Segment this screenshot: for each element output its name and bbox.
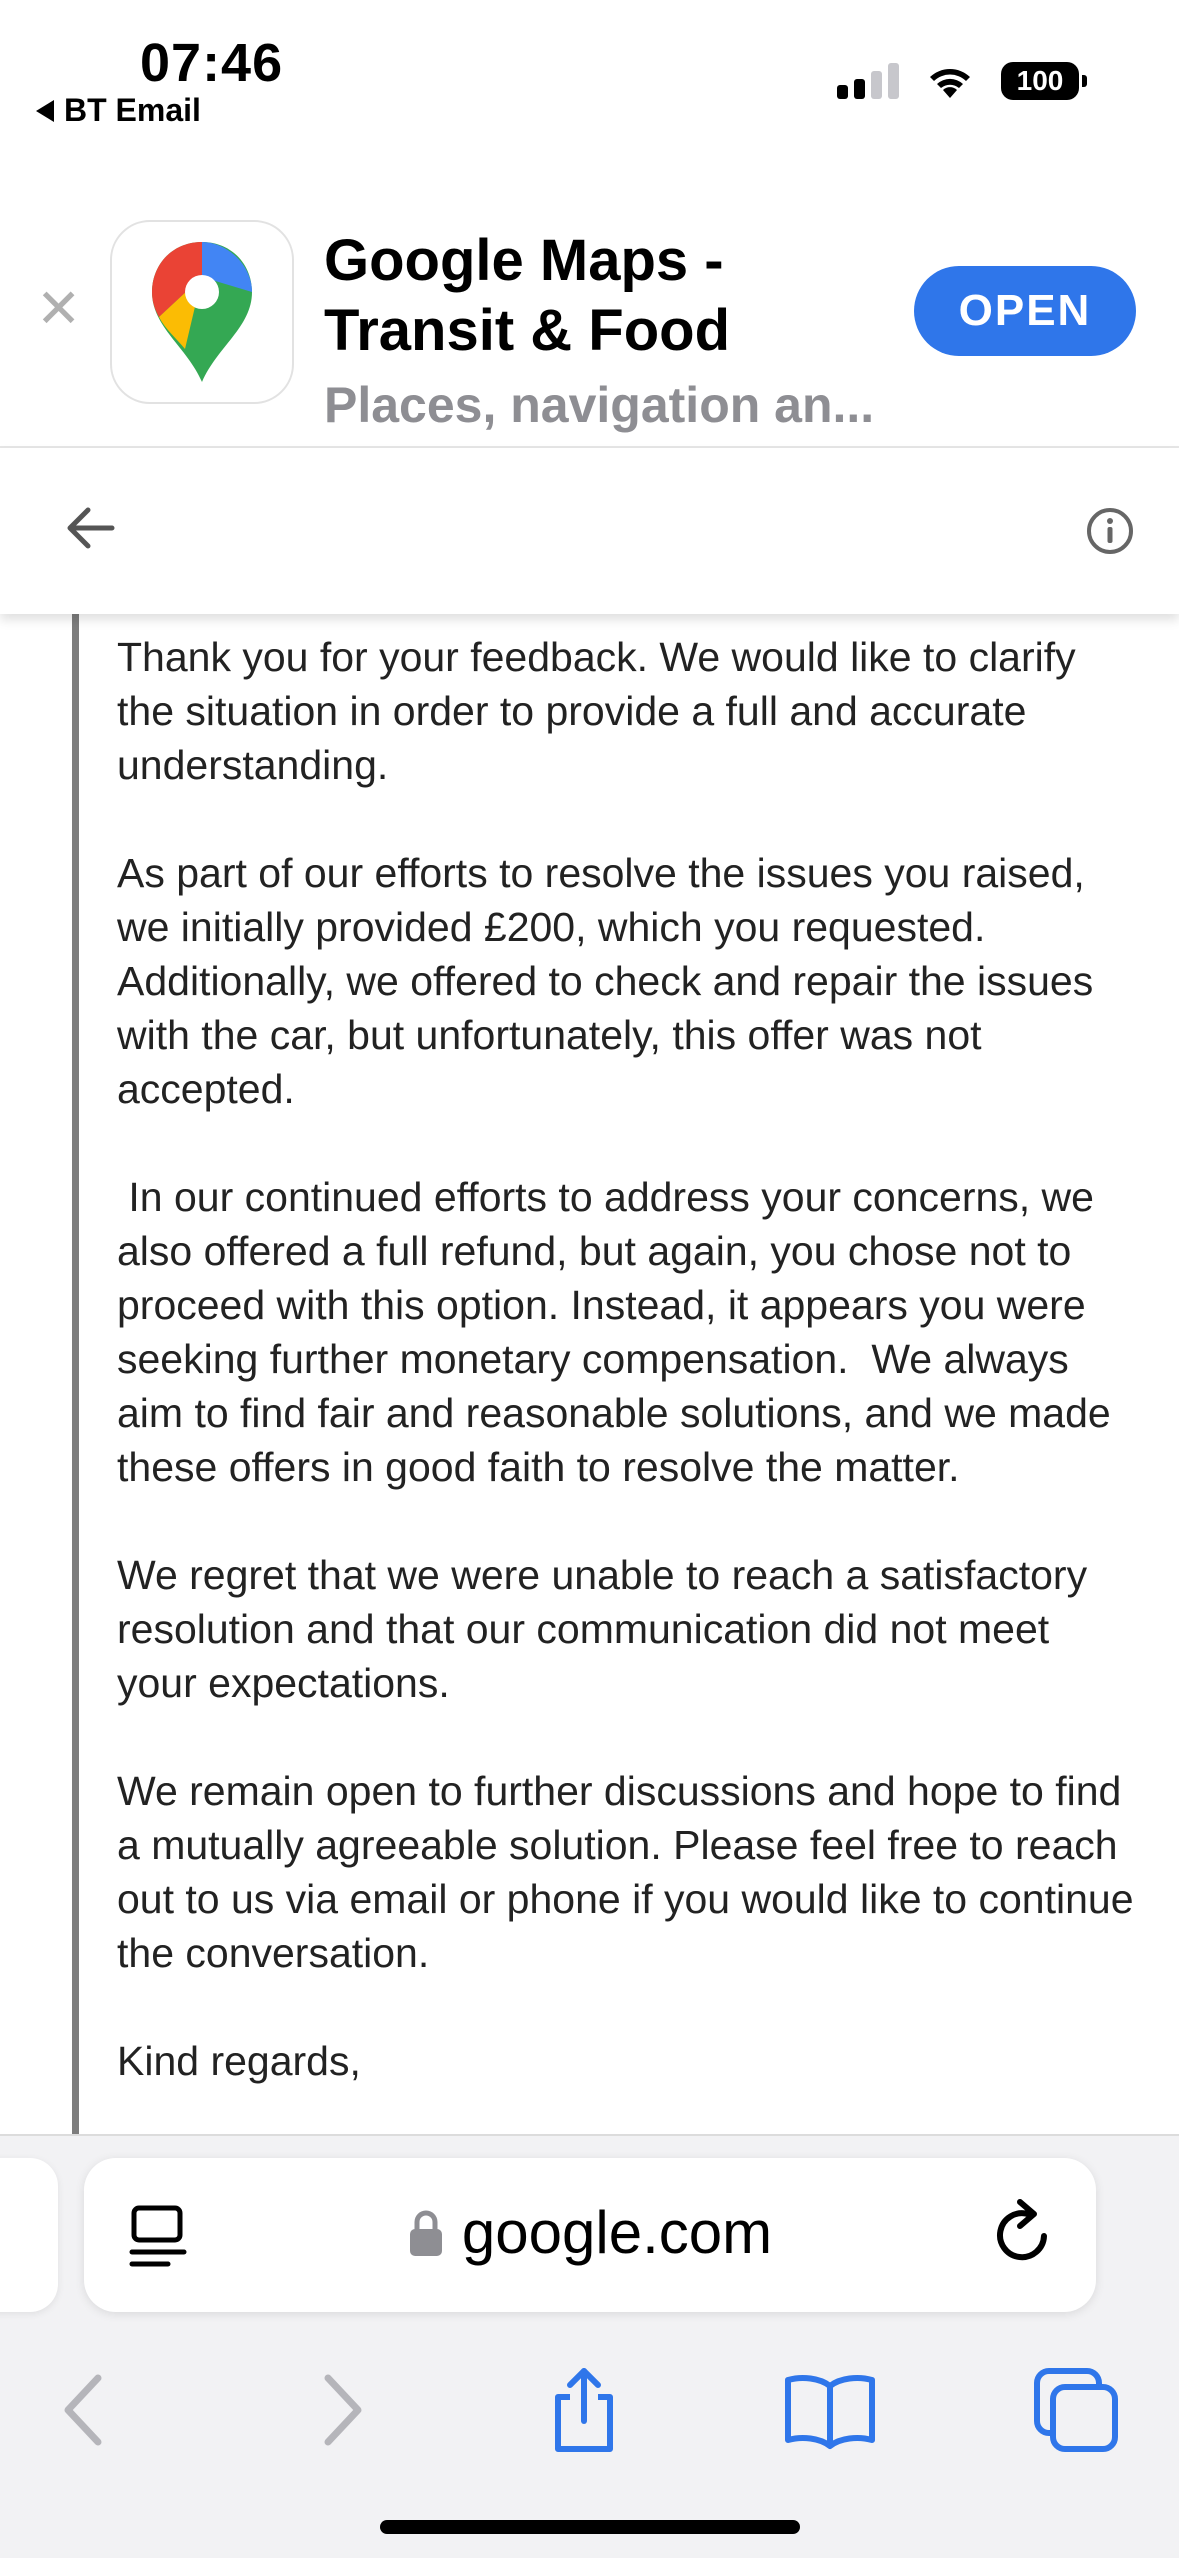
book-icon[interactable] [780, 2360, 880, 2460]
banner-close-icon[interactable]: ✕ [36, 279, 82, 339]
status-indicators [837, 62, 1079, 100]
quote-bar [72, 614, 79, 2134]
info-circle-icon[interactable] [1085, 506, 1135, 561]
back-to-app-link[interactable] [36, 92, 201, 129]
browser-toolbar [0, 2336, 1179, 2476]
email-paragraph: As part of our efforts to resolve the issues you raised, we initially provided £200, which you requested. Additionally, we offered to check and repair the issues with the car, but unfortunately, this offer was not accepted. [117, 850, 1105, 1112]
status-time: 07:46 [140, 33, 284, 93]
browser-bottom-bar [0, 2134, 1179, 2558]
lock-icon [408, 2208, 444, 2258]
email-paragraph: Thank you for your feedback. We would like to clarify the situation in order to provide a full and accurate understanding. [117, 634, 1088, 788]
chevron-right-icon[interactable] [290, 2360, 390, 2460]
email-signoff: Kind regards, [117, 2038, 361, 2084]
battery-level: 100 [1016, 65, 1064, 96]
url-text: google.com [461, 2199, 773, 2266]
status-bar [0, 0, 1179, 150]
open-app-button[interactable]: OPEN [914, 266, 1136, 356]
battery-icon [1001, 62, 1079, 100]
address-bar[interactable] [84, 2158, 1096, 2312]
smart-app-banner [0, 150, 1179, 448]
back-app-label: BT Email [64, 92, 201, 128]
email-paragraph: In our continued efforts to address your concerns, we also offered a full refund, but again, you chose not to proceed with this option. Instead, it appears you were seeking further monetary compensation. We always aim to find fair and reasonable solutions, and we made these offers in good faith to resolve the matter. [117, 1174, 1123, 1490]
tabs-icon[interactable] [1026, 2360, 1126, 2460]
arrow-left-icon[interactable] [60, 498, 120, 563]
email-content [0, 614, 1179, 2134]
share-icon[interactable] [534, 2360, 634, 2460]
previous-tab-card[interactable] [0, 2158, 58, 2312]
wifi-icon [925, 62, 975, 100]
cellular-signal-icon [837, 63, 899, 99]
email-body [117, 630, 1145, 2134]
back-triangle-icon [36, 100, 54, 122]
banner-app-title: Google Maps - Transit & Food [324, 228, 730, 363]
page-nav-bar [0, 448, 1179, 614]
reload-icon[interactable] [988, 2198, 1058, 2275]
banner-app-subtitle: Places, navigation an... [324, 377, 875, 433]
chevron-left-icon[interactable] [36, 2360, 136, 2460]
email-paragraph: We remain open to further discussions and hope to find a mutually agreeable solution. Please feel free to reach out to us via email or phone if you would like to continue the conversation. [117, 1768, 1145, 1976]
address-display[interactable] [84, 2198, 1096, 2267]
home-indicator[interactable] [380, 2520, 800, 2534]
google-maps-pin-icon[interactable] [110, 220, 294, 404]
email-paragraph: We regret that we were unable to reach a satisfactory resolution and that our communication did not meet your expectations. [117, 1552, 1099, 1706]
